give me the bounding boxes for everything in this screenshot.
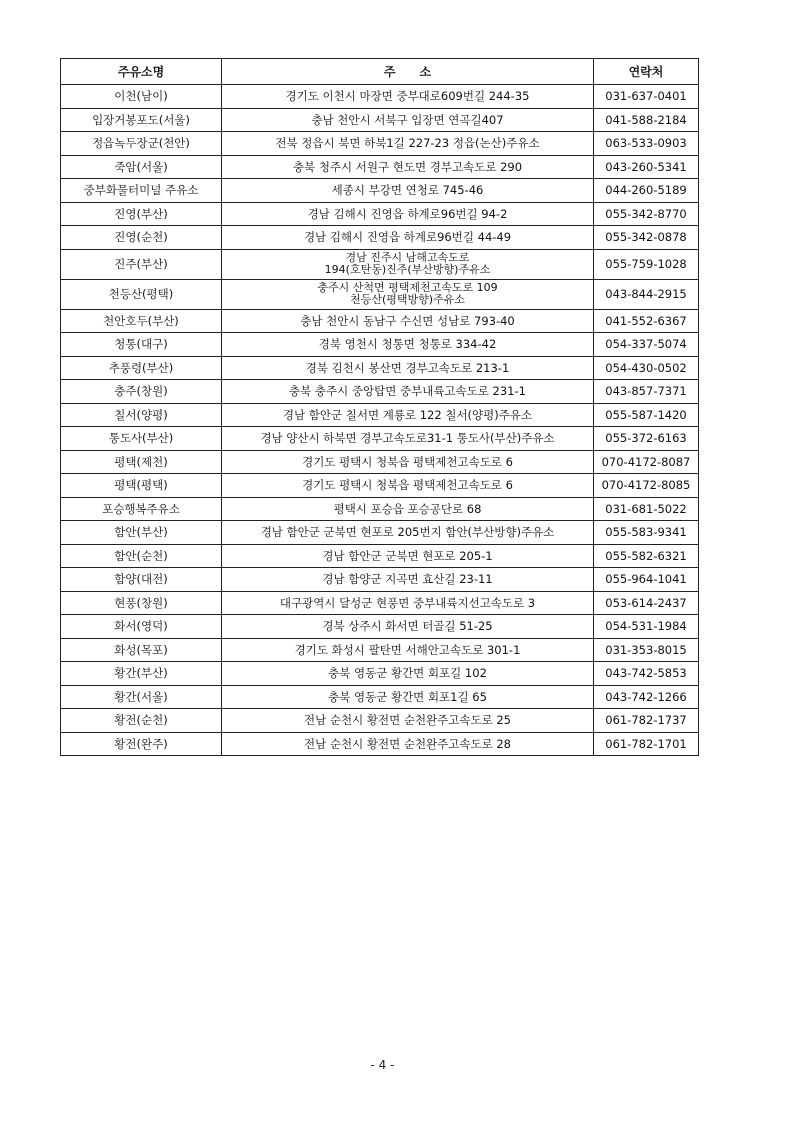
address-cell	[222, 497, 594, 521]
table-row	[61, 474, 699, 498]
table-row	[61, 356, 699, 380]
address-line: 충주시 산척면 평택제천고속도로 109	[317, 281, 498, 294]
address-cell	[222, 333, 594, 357]
table-row	[61, 685, 699, 709]
phone-cell: 055-587-1420	[594, 403, 699, 427]
address-line: 전남 순천시 황전면 순천완주고속도로 25	[304, 713, 511, 728]
table-row	[61, 450, 699, 474]
address-line: 경남 함양군 지곡면 효산길 23-11	[322, 572, 493, 587]
station-name-cell: 정읍녹두장군(천안)	[61, 132, 222, 156]
station-name-cell: 중부화물터미널 주유소	[61, 179, 222, 203]
table-body	[61, 85, 699, 756]
table-row	[61, 615, 699, 639]
header-address: 주 소	[222, 59, 594, 85]
table-row	[61, 591, 699, 615]
phone-cell: 055-372-6163	[594, 427, 699, 451]
phone-cell: 041-588-2184	[594, 108, 699, 132]
address-cell	[222, 380, 594, 404]
station-name-cell: 함안(부산)	[61, 521, 222, 545]
gas-station-table	[60, 58, 699, 756]
phone-cell: 063-533-0903	[594, 132, 699, 156]
phone-cell: 043-857-7371	[594, 380, 699, 404]
table-row	[61, 309, 699, 333]
station-name-cell: 추풍령(부산)	[61, 356, 222, 380]
address-cell	[222, 155, 594, 179]
address-line: 충남 천안시 서북구 입장면 연곡길407	[311, 112, 504, 127]
address-line: 충북 충주시 중앙탑면 중부내륙고속도로 231-1	[289, 384, 526, 399]
phone-cell: 044-260-5189	[594, 179, 699, 203]
phone-cell: 053-614-2437	[594, 591, 699, 615]
phone-cell: 031-637-0401	[594, 85, 699, 109]
address-cell	[222, 732, 594, 756]
address-cell	[222, 179, 594, 203]
address-cell	[222, 226, 594, 250]
phone-cell: 054-430-0502	[594, 356, 699, 380]
table-row	[61, 226, 699, 250]
station-name-cell: 평택(평택)	[61, 474, 222, 498]
station-name-cell: 화서(영덕)	[61, 615, 222, 639]
address-cell	[222, 403, 594, 427]
phone-cell: 061-782-1737	[594, 709, 699, 733]
address-cell	[222, 474, 594, 498]
address-cell	[222, 709, 594, 733]
address-line: 경남 함안군 군북면 현포로 205번지 함안(부산방향)주유소	[260, 525, 555, 540]
table-row	[61, 179, 699, 203]
address-line: 충남 천안시 동남구 수신면 성남로 793-40	[300, 313, 515, 328]
address-line: 경남 함안군 칠서면 계룡로 122 칠서(양평)주유소	[282, 407, 533, 422]
station-name-cell: 입장거봉포도(서울)	[61, 108, 222, 132]
address-line: 경북 상주시 화서면 터골길 51-25	[322, 619, 493, 634]
address-line: 경기도 이천시 마장면 중부대로609번길 244-35	[285, 89, 530, 104]
address-line: 충북 영동군 황간면 회포길 102	[328, 666, 487, 681]
station-name-cell: 진영(순천)	[61, 226, 222, 250]
station-name-cell: 화성(목포)	[61, 638, 222, 662]
address-cell	[222, 450, 594, 474]
phone-cell: 055-964-1041	[594, 568, 699, 592]
phone-cell: 055-759-1028	[594, 249, 699, 279]
header-station-name: 주유소명	[61, 59, 222, 85]
station-name-cell: 황간(서울)	[61, 685, 222, 709]
table-row	[61, 249, 699, 279]
station-name-cell: 함양(대전)	[61, 568, 222, 592]
table-row	[61, 427, 699, 451]
table-row	[61, 521, 699, 545]
table-row	[61, 568, 699, 592]
phone-cell: 054-531-1984	[594, 615, 699, 639]
address-cell	[222, 662, 594, 686]
address-line: 세종시 부강면 연청로 745-46	[331, 183, 484, 198]
station-name-cell: 이천(남이)	[61, 85, 222, 109]
address-cell	[222, 427, 594, 451]
phone-cell: 031-681-5022	[594, 497, 699, 521]
station-name-cell: 칠서(양평)	[61, 403, 222, 427]
station-name-cell: 죽암(서울)	[61, 155, 222, 179]
header-phone: 연락처	[594, 59, 699, 85]
address-cell	[222, 568, 594, 592]
address-line: 대구광역시 달성군 현풍면 중부내륙지선고속도로 3	[279, 595, 536, 610]
table-row	[61, 380, 699, 404]
address-cell	[222, 249, 594, 279]
station-name-cell: 진영(부산)	[61, 202, 222, 226]
address-cell	[222, 108, 594, 132]
station-name-cell: 청통(대구)	[61, 333, 222, 357]
table-row	[61, 279, 699, 309]
address-line: 경기도 평택시 청북읍 평택제천고속도로 6	[302, 478, 513, 493]
address-line: 평택시 포승읍 포승공단로 68	[333, 501, 482, 516]
address-cell	[222, 638, 594, 662]
address-line: 경남 김해시 진영읍 하계로96번길 94-2	[307, 206, 508, 221]
address-line: 경북 영천시 청통면 청통로 334-42	[318, 337, 497, 352]
address-line: 경기도 평택시 청북읍 평택제천고속도로 6	[302, 454, 513, 469]
address-cell	[222, 279, 594, 309]
address-cell	[222, 202, 594, 226]
phone-cell: 055-342-0878	[594, 226, 699, 250]
address-cell	[222, 356, 594, 380]
table-row	[61, 108, 699, 132]
station-name-cell: 황전(순천)	[61, 709, 222, 733]
table-row	[61, 155, 699, 179]
phone-cell: 070-4172-8085	[594, 474, 699, 498]
address-line: 전북 정읍시 북면 하북1길 227-23 정읍(논산)주유소	[275, 136, 540, 151]
phone-cell: 043-742-1266	[594, 685, 699, 709]
phone-cell: 055-582-6321	[594, 544, 699, 568]
address-line: 경남 양산시 하북면 경부고속도로31-1 통도사(부산)주유소	[260, 431, 555, 446]
address-cell	[222, 85, 594, 109]
station-name-cell: 통도사(부산)	[61, 427, 222, 451]
table-row	[61, 732, 699, 756]
address-line: 경남 함안군 군북면 현포로 205-1	[322, 548, 493, 563]
station-name-cell: 천안호두(부산)	[61, 309, 222, 333]
address-line: 전남 순천시 황전면 순천완주고속도로 28	[304, 736, 511, 751]
phone-cell: 055-583-9341	[594, 521, 699, 545]
page-number: - 4 -	[370, 1058, 395, 1072]
station-name-cell: 충주(창원)	[61, 380, 222, 404]
address-cell	[222, 309, 594, 333]
station-name-cell: 천등산(평택)	[61, 279, 222, 309]
station-name-cell: 함안(순천)	[61, 544, 222, 568]
phone-cell: 061-782-1701	[594, 732, 699, 756]
address-line: 경남 진주시 남해고속도로	[345, 251, 470, 264]
address-cell	[222, 615, 594, 639]
station-name-cell: 포승행복주유소	[61, 497, 222, 521]
table-row	[61, 403, 699, 427]
address-cell	[222, 132, 594, 156]
table-row	[61, 638, 699, 662]
table-row	[61, 132, 699, 156]
address-cell	[222, 521, 594, 545]
station-name-cell: 평택(제천)	[61, 450, 222, 474]
phone-cell: 054-337-5074	[594, 333, 699, 357]
address-cell	[222, 544, 594, 568]
phone-cell: 070-4172-8087	[594, 450, 699, 474]
phone-cell: 043-742-5853	[594, 662, 699, 686]
table-row	[61, 85, 699, 109]
phone-cell: 043-260-5341	[594, 155, 699, 179]
table-row	[61, 202, 699, 226]
table-row	[61, 497, 699, 521]
table-row	[61, 662, 699, 686]
address-line: 경남 김해시 진영읍 하계로96번길 44-49	[303, 230, 512, 245]
phone-cell: 055-342-8770	[594, 202, 699, 226]
phone-cell: 043-844-2915	[594, 279, 699, 309]
address-line: 경기도 화성시 팔탄면 서해안고속도로 301-1	[294, 642, 521, 657]
address-line: 천등산(평택방향)주유소	[350, 293, 465, 306]
station-name-cell: 현풍(창원)	[61, 591, 222, 615]
phone-cell: 031-353-8015	[594, 638, 699, 662]
table-header-row	[61, 59, 699, 85]
table-row	[61, 709, 699, 733]
address-line: 충북 영동군 황간면 회포1길 65	[328, 689, 487, 704]
table-row	[61, 333, 699, 357]
address-line: 충북 청주시 서원구 현도면 경부고속도로 290	[292, 159, 523, 174]
address-cell	[222, 685, 594, 709]
address-cell	[222, 591, 594, 615]
station-name-cell: 황전(완주)	[61, 732, 222, 756]
station-name-cell: 황간(부산)	[61, 662, 222, 686]
phone-cell: 041-552-6367	[594, 309, 699, 333]
address-line: 194(호탄동)진주(부산방향)주유소	[324, 263, 491, 276]
station-name-cell: 진주(부산)	[61, 249, 222, 279]
table-row	[61, 544, 699, 568]
address-line: 경북 김천시 봉산면 경부고속도로 213-1	[305, 360, 510, 375]
